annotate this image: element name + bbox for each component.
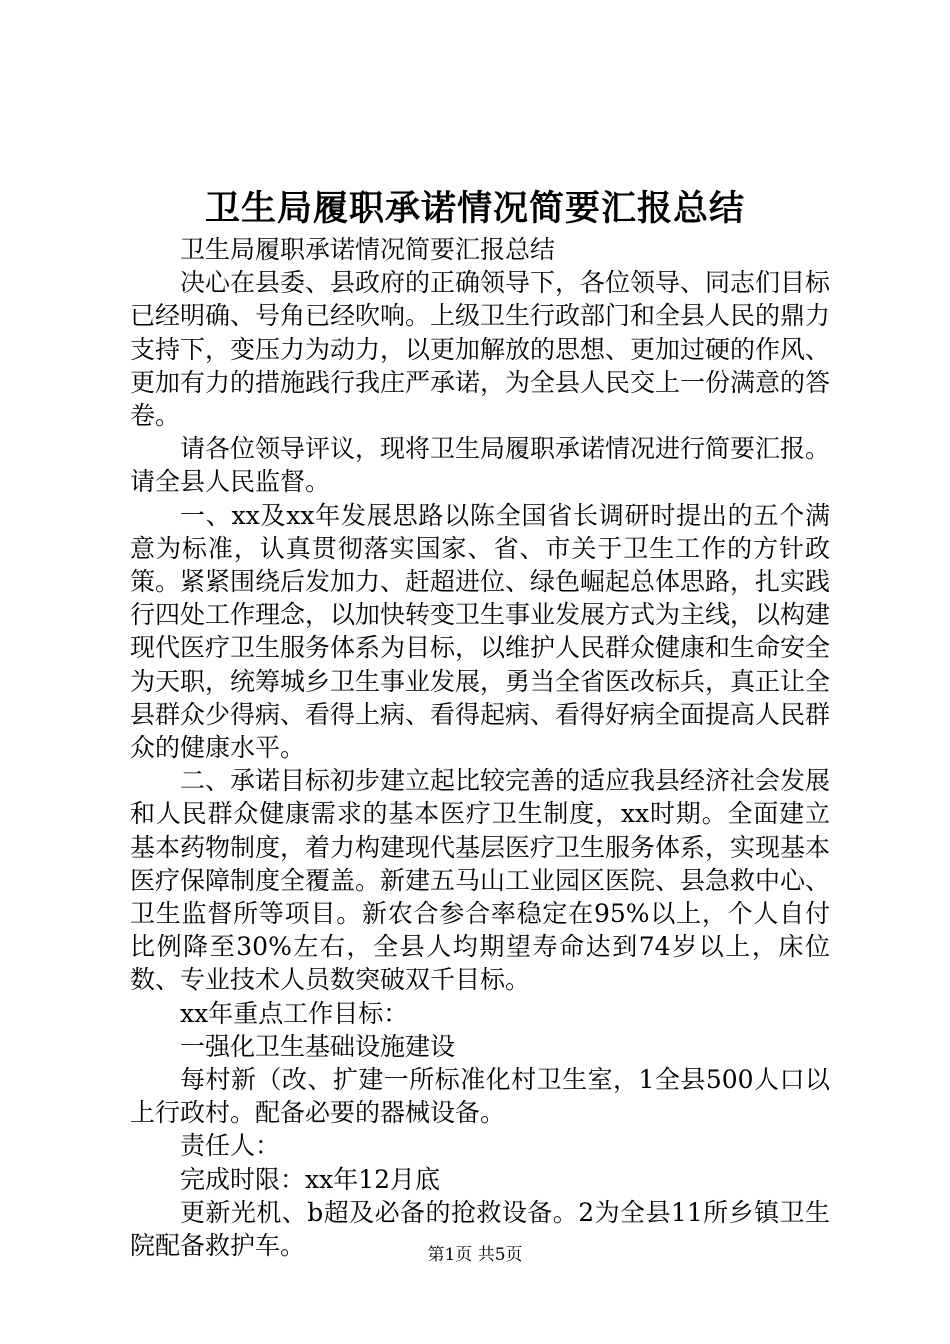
paragraph: 决心在县委、县政府的正确领导下，各位领导、同志们目标已经明确、号角已经吹响。上级卫生行政部门和全县人民的鼎力支持下，变压力为动力，以更加解放的思想、更加过硬的作风、更加有力的措施践行我庄严承诺，为全县人民交上一份满意的答卷。: [130, 268, 831, 431]
paragraph: 卫生局履职承诺情况简要汇报总结: [180, 235, 556, 264]
document-title: 卫生局履职承诺情况简要汇报总结: [204, 188, 745, 229]
paragraph: 二、承诺目标初步建立起比较完善的适应我县经济社会发展和人民群众健康需求的基本医疗卫生制度，xx时期。全面建立基本药物制度，着力构建现代基层医疗卫生服务体系，实现基本医疗保障制度全覆盖。新建五马山工业园区医院、县急救中心、卫生监督所等项目。新农合参合率稳定在95%以上，个人自付比例降至30%左右，全县人均期望寿命达到74岁以上，床位数、专业技术人员数突破双千目标。: [130, 766, 831, 995]
document-body: [130, 233, 830, 1262]
paragraph: 更新光机、b超及必备的抢救设备。2为全县11所乡镇卫生院配备救护车。: [130, 1197, 830, 1261]
page-footer: 第1页 共5页: [427, 1245, 523, 1265]
paragraph: 请各位领导评议，现将卫生局履职承诺情况进行简要汇报。请全县人民监督。: [130, 434, 831, 497]
paragraph: 一强化卫生基础设施建设: [180, 1031, 456, 1061]
paragraph: xx年重点工作目标：: [180, 998, 409, 1028]
paragraph: 责任人：: [180, 1131, 281, 1161]
paragraph: 每村新（改、扩建一所标准化村卫生室，1全县500人口以上行政村。配备必要的器械设备。: [130, 1065, 830, 1128]
paragraph: 一、xx及xx年发展思路以陈全国省长调研时提出的五个满意为标准，认真贯彻落实国家、省、市关于卫生工作的方针政策。紧紧围绕后发加力、赶超进位、绿色崛起总体思路，扎实践行四处工作理念，以加快转变卫生事业发展方式为主线，以构建现代医疗卫生服务体系为目标，以维护人民群众健康和生命安全为天职，统筹城乡卫生事业发展，勇当全省医改标兵，真正让全县群众少得病、看得上病、看得起病、看得好病全面提高人民群众的健康水平。: [130, 500, 831, 763]
paragraph: 完成时限：xx年12月底: [180, 1164, 441, 1194]
